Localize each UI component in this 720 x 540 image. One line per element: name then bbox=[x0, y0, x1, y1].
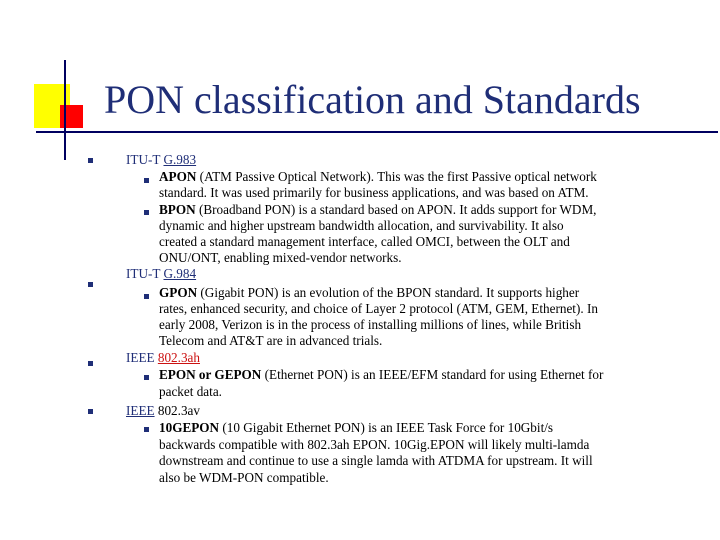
standard-code-link[interactable]: G.983 bbox=[163, 152, 197, 167]
vertical-accent-line bbox=[64, 60, 66, 160]
bullet-icon bbox=[88, 282, 93, 287]
item-line: 10GEPON (10 Gigabit Ethernet PON) is an IEEE Task Force for 10Gbit/s bbox=[159, 420, 554, 435]
item-line: ONU/ONT, enabling mixed-vendor networks. bbox=[159, 250, 402, 265]
item-line: backwards compatible with 802.3ah EPON. 10Gig.EPON will likely multi-lamda bbox=[159, 437, 590, 452]
standard-code-link[interactable]: G.984 bbox=[163, 266, 197, 281]
item-line: APON (ATM Passive Optical Network). This was the first Passive optical network bbox=[159, 169, 597, 184]
item-line: standard. It was used primarily for business applications, and was based on ATM. bbox=[159, 185, 589, 200]
item-line: created a standard management interface, called OMCI, between the OLT and bbox=[159, 234, 570, 249]
bullet-icon bbox=[144, 210, 149, 215]
item-line: BPON (Broadband PON) is a standard based on APON. It adds support for WDM, bbox=[159, 202, 597, 217]
item-line: GPON (Gigabit PON) is an evolution of the BPON standard. It supports higher bbox=[159, 285, 580, 300]
bullet-icon bbox=[144, 294, 149, 299]
item-line: also be WDM-PON compatible. bbox=[159, 470, 329, 485]
item-line: rates, enhanced security, and choice of Layer 2 protocol (ATM, GEM, Ethernet). In bbox=[159, 301, 598, 316]
bullet-icon bbox=[144, 427, 149, 432]
item-line: downstream and continue to use a single lamda with ATDMA for upstream. It will bbox=[159, 453, 593, 468]
bullet-icon bbox=[144, 375, 149, 380]
item-line: early 2008, Verizon is in the process of installing millions of lines, while British bbox=[159, 317, 582, 332]
standard-heading-8023ah: IEEE 802.3ah bbox=[126, 350, 200, 365]
standard-heading-g983: ITU-T G.983 bbox=[126, 152, 197, 167]
item-line: EPON or GEPON (Ethernet PON) is an IEEE/EFM standard for using Ethernet for bbox=[159, 367, 604, 382]
title-underline bbox=[36, 131, 718, 133]
bullet-icon bbox=[88, 158, 93, 163]
item-line: packet data. bbox=[159, 384, 222, 399]
bullet-icon bbox=[88, 361, 93, 366]
item-line: dynamic and higher upstream bandwidth allocation, and survivability. It also bbox=[159, 218, 564, 233]
standard-code-link[interactable]: 802.3ah bbox=[157, 350, 200, 365]
bullet-icon bbox=[88, 409, 93, 414]
standard-heading-g984: ITU-T G.984 bbox=[126, 266, 197, 281]
slide-title: PON classification and Standards bbox=[104, 77, 641, 122]
bullet-icon bbox=[144, 178, 149, 183]
standard-prefix-link[interactable]: IEEE bbox=[126, 403, 155, 418]
standard-heading-8023av: IEEE 802.3av bbox=[126, 403, 200, 418]
item-line: Telecom and AT&T are in advanced trials. bbox=[159, 333, 383, 348]
